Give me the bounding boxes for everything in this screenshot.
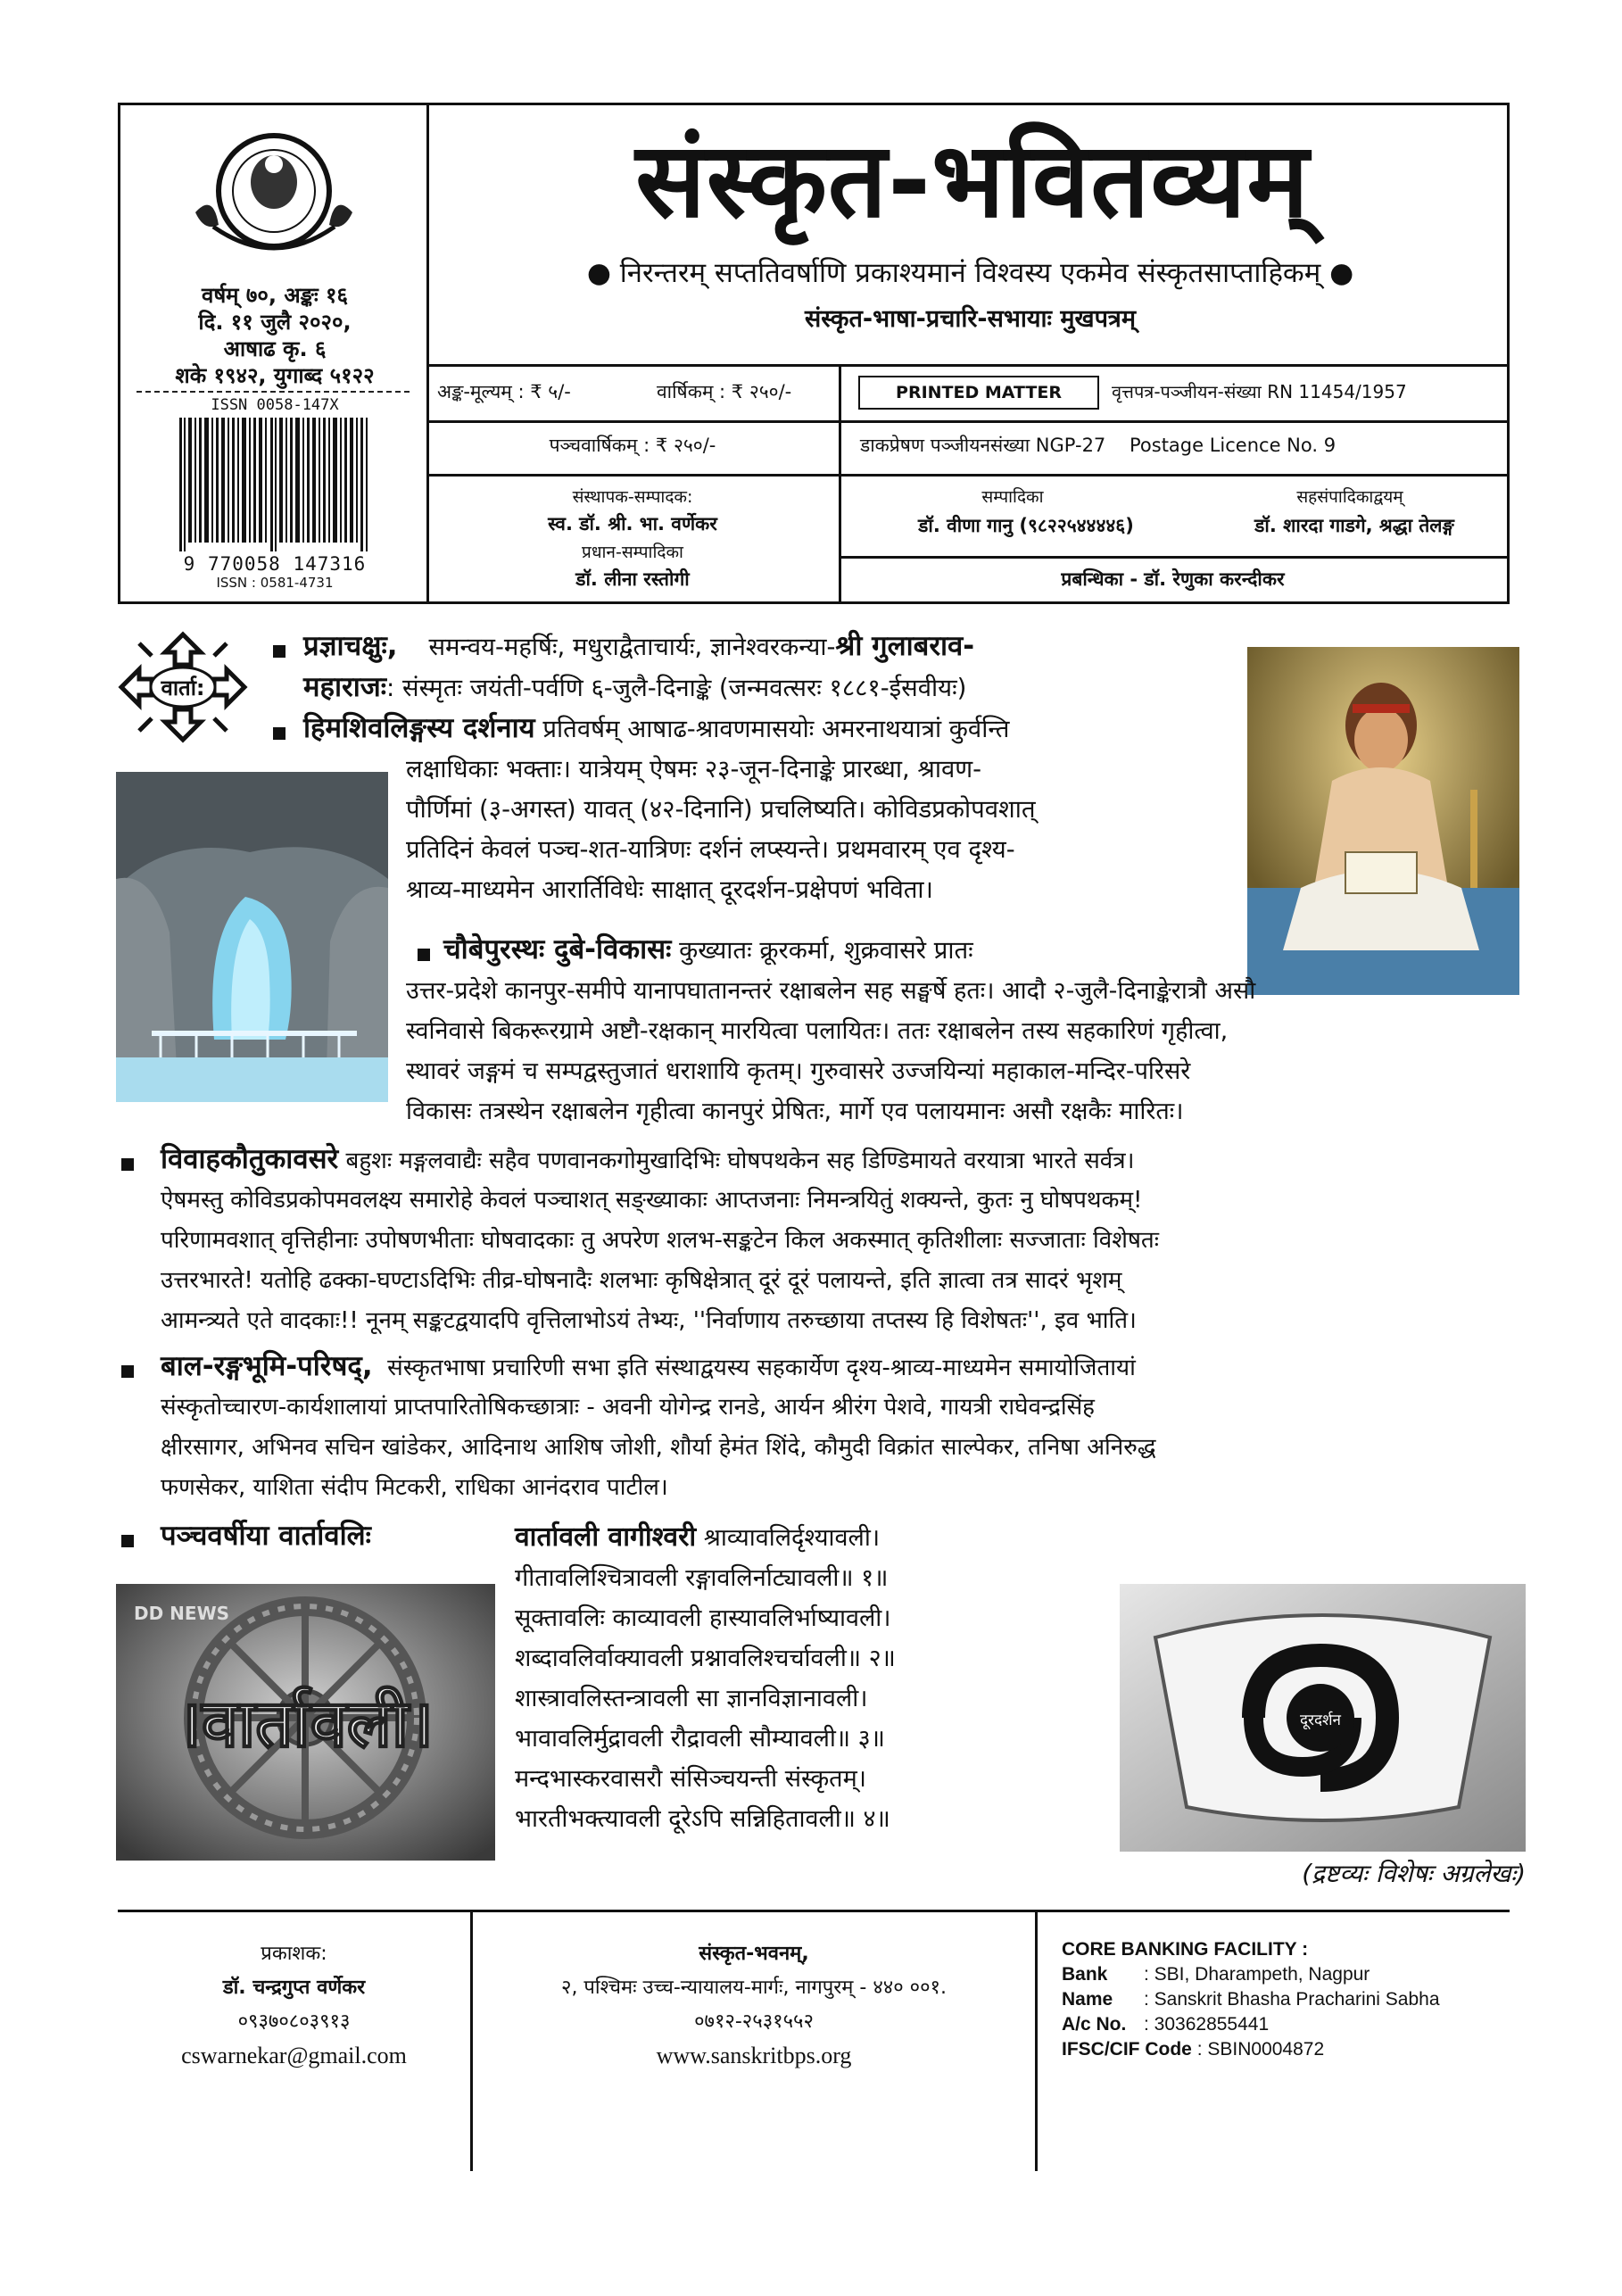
article-vikas-dubey-body [406,971,1521,1131]
article-text: प्रतिवर्षम् आषाढ-श्रावणमासयोः अमरनाथयात्रां कुर्वन्ति [542,715,1010,743]
article-vartavali-heading [161,1516,500,1557]
issue-info-column [120,105,429,601]
article-wedding-band [161,1140,1526,1181]
bullet-icon [418,949,430,961]
poem-line: वार्तावली वागीश्वरी श्राव्यावलिर्दृश्यावली। [515,1521,881,1553]
grid-divider [426,474,1507,477]
poem-line: भारतीभक्त्यावली दूरेऽपि सन्निहितावली॥ ४॥ [515,1805,890,1833]
editor-name: डॉ. वीणा गानु (९८२२५४४४४६) [918,515,1134,536]
subtitle: संस्कृत-भाषा-प्रचारि-सभायाः मुखपत्रम् [805,305,1136,333]
founder-label: संस्थापक-सम्पादक: [572,487,693,507]
barcode-icon [178,418,372,551]
price-issue: अङ्क-मूल्यम् : ₹ ५/- [437,381,571,402]
price-annual: वार्षिकम् : ₹ २५०/- [657,381,792,402]
issn-bottom: ISSN : 0581-4731 [216,575,334,591]
ifsc-value: : SBIN0004872 [1196,2039,1325,2060]
article-line: आमन्त्र्यते एते वादकाः!! नूनम् सङ्कटद्वयादपि वृत्तिलाभोऽयं तेभ्यः, ''निर्वाणाय तरुच्छाया तप्तस्य हि विशेषतः'', इव भाति। [161,1307,1137,1334]
varta-icon-label: वार्ता: [161,676,205,700]
article-heading: पञ्चवर्षीया वार्तावलिः [161,1520,371,1552]
ice-lingam-illustration [116,772,388,1102]
website-link[interactable]: www.sanskritbps.org [656,2043,852,2068]
issue-shaka: शके १९४२, युगाब्द ५१२२ [175,363,375,388]
gulabrao-maharaj-image [1247,647,1519,995]
poem-line: शास्त्रावलिस्तन्त्रावली सा ज्ञानविज्ञानावली। [515,1685,868,1712]
article-line: स्वनिवासे बिकरूरग्रामे अष्टौ-रक्षकान् मारयित्वा पलायितः। ततः रक्षाबलेन तस्य सहकारिणं गृहीत्वा, [406,1017,1229,1045]
doordarshan-logo-image [1120,1584,1526,1852]
vartavali-logo-image [116,1584,495,1861]
article-line: फणसेकर, याशिता संदीप मिटकरी, राधिका आनंदराव पाटील। [161,1474,668,1501]
poem-line: गीतावलिश्चित्रावली रङ्गावलिर्नाट्यावली॥ १॥ [515,1564,889,1592]
barcode-number: 9 770058 147316 [183,553,367,575]
footer-banking [1062,1912,1508,2180]
bullet-icon [273,645,286,658]
masthead [118,103,1510,604]
coeditors-names: डॉ. शारदा गाडगे, श्रद्धा तेलङ्ग [1254,515,1454,536]
article-bal-rangbhumi-body [161,1388,1526,1508]
info-grid [426,364,1507,601]
article-bal-rangbhumi [161,1347,1526,1388]
account-number-value: : 30362855441 [1144,2014,1270,2035]
office-phone: ०७१२-२५३१५५२ [694,2010,814,2033]
issue-volume: वर्षम् ७०, अङ्कः १६ [201,283,349,308]
seated-saint-illustration [1247,647,1519,995]
article-amarnath-body [406,750,1236,910]
dashed-separator [137,391,410,393]
poem-line: मन्दभास्करवासरौ संसिञ्चयन्ती संस्कृतम्। [515,1765,866,1793]
article-line: श्राव्य-माध्यमेन आरार्तिविधेः साक्षात् दूरदर्शन-प्रक्षेपणं भविता। [406,875,933,904]
bullet-icon [121,1535,134,1547]
article-line: पौर्णिमां (३-अगस्त) यावत् (४२-दिनानि) प्रचलिष्यति। कोविडप्रकोपवशात् [406,795,1036,824]
vartavali-logo-text: ।वार्तावली। [176,1686,434,1762]
chief-editor-label: प्रधान-सम्पादिका [582,543,683,562]
doordarshan-label: दूरदर्शन [1299,1712,1342,1729]
doordarshan-logo-illustration [1120,1584,1526,1852]
article-heading: बाल-रङ्गभूमि-परिषद्, [161,1350,373,1382]
article-line: स्थावरं जङ्गमं च सम्पद्वस्तुजातं धराशायि कृतम्। गुरुवासरे उज्जयिन्यां महाकाल-मन्दिर-परिसरे [406,1057,1191,1085]
article-heading: प्रज्ञाचक्षुः, [303,630,398,662]
bank-title: CORE BANKING FACILITY : [1062,1939,1309,1960]
article-line: ऐषमस्तु कोविडप्रकोपमवलक्ष्य समारोहे केवलं पञ्चाशत् सङ्ख्याकाः आप्तजनाः निमन्त्रयितुं शक्यन्ते, कुतः नु घोषपथकम्! [161,1187,1143,1214]
registration-number: वृत्तपत्र-पञ्जीयन-संख्या RN 11454/1957 [1112,381,1407,402]
bank-value: : SBI, Dharampeth, Nagpur [1144,1964,1370,1985]
coeditors-label: सहसंपादिकाद्वयम् [1296,487,1403,507]
footer-publisher [118,1912,470,2180]
article-line: प्रतिदिनं केवलं पञ्च-शत-यात्रिणः दर्शनं लप्स्यन्ते। प्रथमवारम् एव दृश्य- [406,835,1015,864]
publisher-label: प्रकाशक: [261,1943,327,1965]
issn-top: ISSN 0058-147X [211,396,339,414]
article-amarnath [303,709,1240,750]
newspaper-title: संस्कृत-भवितव्यम् [635,120,1310,241]
bank-key: Bank [1062,1964,1108,1985]
article-line: उत्तरभारते! यतोहि ढक्का-घण्टाऽदिभिः तीव्र-घोषनादैः शलभाः कृषिक्षेत्रात् दूरं दूरं पलायन्ते, इति ज्ञात्वा तत्र सादरं भृशम् [161,1267,1122,1294]
article-text: संस्कृतभाषा प्रचारिणी सभा इति संस्थाद्वयस्य सहकार्येण दृश्य-श्राव्य-माध्यमेन समायोजितायां [387,1355,1136,1381]
postal-registration: डाकप्रेषण पञ्जीयनसंख्या NGP-27 Postage Licence No. 9 [860,435,1336,456]
poem-line: भावावलिर्मुद्रावली रौद्रावली सौम्यावली॥ ३॥ [515,1725,885,1753]
vartavali-poem [515,1517,1086,1839]
amarnath-shivling-image [116,772,388,1102]
article-text: बहुशः मङ्गलवाद्यैः सहैव पणवानकगोमुखादिभिः घोषपथकेन सह डिण्डिमायते वरयात्रा भारते सर्वत्र। [345,1148,1135,1174]
publisher-name: डॉ. चन्द्रगुप्त वर्णेकर [222,1977,366,1999]
article-gulabrao-line2: महाराजः: संस्मृतः जयंती-पर्वणि ६-जुलै-दिनाङ्के (जन्मवत्सरः १८८१-ईसवीयः) [303,671,967,703]
editor-label: सम्पादिका [981,487,1044,507]
article-line: संस्कृतोच्चारण-कार्यशालायां प्राप्तपारितोषिकच्छात्राः - अवनी योगेन्द्र रानडे, आर्यन श्रीरंग पेशवे, गायत्री राघेवन्द्रसिंह [161,1394,1095,1421]
article-heading: चौबेपुरस्थः दुबे-विकासः [443,933,672,966]
article-line: उत्तर-प्रदेशे कानपुर-समीपे यानापघातानन्तरं रक्षाबलेन सह सङ्घर्षे हतः। आदौ २-जुलै-दिनाङ्केरात्रौ असौ [406,977,1256,1005]
office-address: २, पश्चिमः उच्च-न्यायालय-मार्गः, नागपुरम् - ४४० ००१. [561,1977,947,1999]
grid-divider [839,556,1507,559]
footer [118,1910,1510,2207]
account-name-value: : Sanskrit Bhasha Pracharini Sabha [1144,1989,1440,2010]
poem-line: सूक्तावलिः काव्यावली हास्यावलिर्भाष्यावली। [515,1604,891,1632]
bullet-icon [273,727,286,740]
article-text: संस्मृतः जयंती-पर्वणि ६-जुलै-दिनाङ्के (जन्मवत्सरः १८८१-ईसवीयः) [402,674,967,702]
manager-name: प्रबन्धिका - डॉ. रेणुका करन्दीकर [1061,568,1285,590]
printed-matter-box: PRINTED MATTER [858,376,1099,410]
office-name: संस्कृत-भवनम्, [699,1943,809,1965]
article-line: विकासः तत्रस्थेन रक्षाबलेन गृहीत्वा कानपुरं प्रेषितः, मार्गे एव पलायमानः असौ रक्षकैः मारितः। [406,1098,1184,1125]
article-line: परिणामवशात् वृत्तिहीनाः उपोषणभीताः घोषवादकाः तु अपरेण शलभ-सङ्कटेन किल अकस्मात् कृतिशीलाः सज्जाताः विशेषतः [161,1227,1159,1254]
publisher-email: cswarnekar@gmail.com [181,2043,407,2068]
sabha-logo-icon [186,127,361,261]
chief-editor-name: डॉ. लीना रस्तोगी [575,568,690,590]
price-five-year: पञ्चवार्षिकम् : ₹ २५०/- [549,435,716,456]
ifsc-key: IFSC/CIF Code [1062,2039,1192,2060]
founder-name: स्व. डॉ. श्री. भा. वर्णेकर [548,513,717,535]
dharma-wheel-illustration [116,1584,495,1861]
article-gulabrao [303,626,1231,667]
article-wedding-band-body [161,1181,1526,1341]
footer-office [473,1912,1035,2180]
footer-divider [1035,1912,1038,2171]
article-heading: विवाहकौतुकावसरे [161,1143,339,1175]
grid-divider [426,420,1507,423]
article-text: समन्वय-महर्षिः, मधुराद्वैताचार्यः, ज्ञानेश्वरकन्या- [428,633,836,661]
issue-date: दि. ११ जुलै २०२०, [198,310,352,335]
article-vikas-dubey [443,930,1246,971]
account-number-key: A/c No. [1062,2014,1127,2035]
article-heading-bold: महाराजः [303,671,386,703]
article-heading-bold: श्री गुलाबराव- [835,630,975,662]
account-name-key: Name [1062,1989,1113,2010]
article-line: लक्षाधिकाः भक्ताः। यात्रेयम् ऐषमः २३-जून-दिनाङ्के प्रारब्धा, श्रावण- [406,755,982,783]
bullet-icon [121,1158,134,1171]
varta-news-icon [116,629,250,745]
article-text: कुख्यातः क्रूरकर्मा, शुक्रवासरे प्रातः [679,936,973,965]
article-heading: हिमशिवलिङ्गस्य दर्शनाय [303,712,535,744]
see-editorial-note: (द्रष्टव्यः विशेषः अग्रलेखः) [1302,1859,1526,1888]
bullet-icon [121,1365,134,1378]
publisher-phone: ०९३७०८०३९१३ [237,2010,351,2033]
poem-line: शब्दावलिर्वाक्यावली प्रश्नावलिश्चर्चावली॥ २॥ [515,1645,896,1672]
issue-tithi: आषाढ कृ. ६ [223,336,327,361]
article-line: क्षीरसागर, अभिनव सचिन खांडेकर, आदिनाथ आशिष जोशी, शौर्या हेमंत शिंदे, कौमुदी विक्रांत साल्पेकर, तनिषा अनिरुद्ध [161,1434,1156,1461]
tagline: ● निरन्तरम् सप्ततिवर्षाणि प्रकाश्यमानं विश्वस्य एकमेव संस्कृतसाप्ताहिकम् ● [586,257,1354,289]
dd-news-label: DD NEWS [134,1603,230,1624]
